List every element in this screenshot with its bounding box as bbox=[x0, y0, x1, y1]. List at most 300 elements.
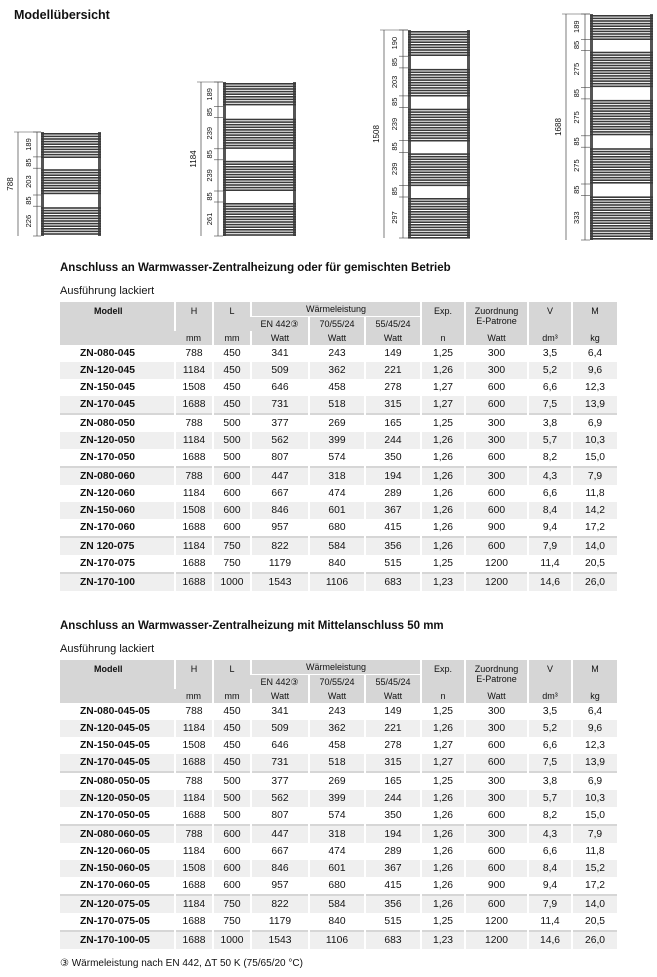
value-cell: 600 bbox=[213, 485, 251, 502]
radiator-bar bbox=[590, 134, 653, 136]
radiator-bar bbox=[590, 83, 653, 85]
radiator-bar bbox=[41, 138, 101, 140]
radiator-bar bbox=[408, 92, 470, 94]
radiator-bar bbox=[408, 156, 470, 158]
header-70-55-24: 70/55/24 bbox=[309, 675, 365, 690]
radiator-bar bbox=[408, 172, 470, 174]
model-cell: ZN-120-045-05 bbox=[60, 720, 175, 737]
radiator-bar bbox=[408, 201, 470, 203]
value-cell: 1508 bbox=[175, 737, 213, 754]
dimension-label: 203 bbox=[390, 75, 399, 89]
value-cell: 1688 bbox=[175, 519, 213, 537]
radiator-bar bbox=[590, 52, 653, 54]
model-cell: ZN-120-050 bbox=[60, 432, 175, 449]
table-row bbox=[60, 502, 617, 519]
radiator-bar bbox=[41, 174, 101, 176]
value-cell: 680 bbox=[309, 519, 365, 537]
model-cell: ZN-170-075 bbox=[60, 555, 175, 573]
table-row bbox=[60, 772, 617, 790]
value-cell: 788 bbox=[175, 414, 213, 432]
value-cell: 8,2 bbox=[528, 449, 572, 467]
value-cell: 562 bbox=[251, 790, 309, 807]
radiator-bar bbox=[408, 135, 470, 137]
radiator-bar bbox=[223, 124, 296, 126]
radiator-bar bbox=[41, 182, 101, 184]
value-cell: 300 bbox=[465, 790, 528, 807]
radiator-bar bbox=[408, 77, 470, 79]
model-cell: ZN-120-060 bbox=[60, 485, 175, 502]
unit-kg: kg bbox=[572, 331, 617, 345]
model-cell: ZN-170-100 bbox=[60, 573, 175, 591]
value-cell: 1000 bbox=[213, 931, 251, 949]
value-cell: 6,4 bbox=[572, 703, 617, 720]
value-cell: 6,6 bbox=[528, 737, 572, 754]
radiator-bar bbox=[408, 206, 470, 208]
radiator-bar bbox=[223, 145, 296, 147]
radiator-bar bbox=[590, 166, 653, 168]
model-cell: ZN-170-045-05 bbox=[60, 754, 175, 772]
radiator-bar bbox=[590, 20, 653, 22]
value-cell: 646 bbox=[251, 737, 309, 754]
value-cell: 846 bbox=[251, 860, 309, 877]
value-cell: 20,5 bbox=[572, 555, 617, 573]
table-row bbox=[60, 790, 617, 807]
value-cell: 600 bbox=[213, 877, 251, 895]
value-cell: 1,26 bbox=[421, 449, 465, 467]
value-cell: 1,26 bbox=[421, 843, 465, 860]
value-cell: 667 bbox=[251, 485, 309, 502]
value-cell: 377 bbox=[251, 414, 309, 432]
page-title: Modellübersicht bbox=[14, 8, 110, 22]
dimension-label: 85 bbox=[24, 196, 33, 205]
value-cell: 318 bbox=[309, 825, 365, 843]
dimension-label: 275 bbox=[572, 62, 581, 76]
radiator-bar bbox=[590, 62, 653, 64]
radiator-bar bbox=[590, 80, 653, 82]
radiator-bar bbox=[223, 121, 296, 123]
radiator-bar bbox=[408, 221, 470, 223]
radiator-bar bbox=[590, 86, 653, 88]
radiator-bar bbox=[590, 70, 653, 72]
dimension-label: 275 bbox=[572, 111, 581, 124]
radiator-bar bbox=[223, 169, 296, 171]
radiator-bar bbox=[223, 104, 296, 106]
dimension-label: 85 bbox=[390, 57, 399, 67]
model-cell: ZN-080-050-05 bbox=[60, 772, 175, 790]
unit-l: mm bbox=[213, 331, 251, 345]
radiator-bar bbox=[408, 177, 470, 179]
value-cell: 500 bbox=[213, 449, 251, 467]
value-cell: 9,6 bbox=[572, 362, 617, 379]
value-cell: 450 bbox=[213, 720, 251, 737]
radiator-bar bbox=[223, 211, 296, 213]
value-cell: 6,9 bbox=[572, 414, 617, 432]
unit-watt: Watt bbox=[251, 331, 309, 345]
dimension-label: 85 bbox=[24, 158, 33, 167]
radiator-bar bbox=[41, 187, 101, 189]
model-cell: ZN-170-060-05 bbox=[60, 877, 175, 895]
header-modell: Modell bbox=[60, 660, 175, 703]
radiator-bar bbox=[41, 185, 101, 187]
unit-h: mm bbox=[175, 331, 213, 345]
header-zuordnung: Zuordnung E-Patrone bbox=[465, 660, 528, 689]
value-cell: 1,26 bbox=[421, 860, 465, 877]
value-cell: 4,3 bbox=[528, 825, 572, 843]
radiator-bar bbox=[590, 153, 653, 155]
value-cell: 1688 bbox=[175, 913, 213, 931]
value-cell: 20,5 bbox=[572, 913, 617, 931]
header-waermeleistung: Wärmeleistung bbox=[251, 302, 421, 317]
model-cell: ZN-170-050-05 bbox=[60, 807, 175, 825]
radiator-bar bbox=[223, 174, 296, 176]
table-row bbox=[60, 362, 617, 379]
value-cell: 3,5 bbox=[528, 345, 572, 362]
value-cell: 680 bbox=[309, 877, 365, 895]
radiator-bar bbox=[223, 208, 296, 210]
value-cell: 788 bbox=[175, 703, 213, 720]
table-row bbox=[60, 379, 617, 396]
value-cell: 788 bbox=[175, 467, 213, 485]
radiator-bar bbox=[41, 223, 101, 225]
value-cell: 450 bbox=[213, 737, 251, 754]
radiator-bar bbox=[590, 212, 653, 214]
value-cell: 447 bbox=[251, 825, 309, 843]
model-cell: ZN-170-075-05 bbox=[60, 913, 175, 931]
radiator-bar bbox=[223, 99, 296, 101]
section-title: Anschluss an Warmwasser-Zentralheizung oder für gemischten Betrieb bbox=[60, 262, 451, 274]
radiator-bar bbox=[223, 203, 296, 205]
radiator-bar bbox=[408, 114, 470, 116]
value-cell: 1,26 bbox=[421, 502, 465, 519]
value-cell: 6,9 bbox=[572, 772, 617, 790]
header-l: L bbox=[213, 302, 251, 331]
value-cell: 14,0 bbox=[572, 537, 617, 555]
radiator-bar bbox=[590, 123, 653, 125]
value-cell: 458 bbox=[309, 737, 365, 754]
radiator-bar bbox=[408, 214, 470, 216]
value-cell: 900 bbox=[465, 519, 528, 537]
value-cell: 500 bbox=[213, 790, 251, 807]
dimension-label: 189 bbox=[205, 88, 214, 101]
table-row bbox=[60, 877, 617, 895]
unit-dm3: dm³ bbox=[528, 689, 572, 703]
radiator-bar bbox=[223, 182, 296, 184]
radiator-bar bbox=[590, 169, 653, 171]
value-cell: 518 bbox=[309, 396, 365, 414]
value-cell: 278 bbox=[365, 737, 421, 754]
value-cell: 300 bbox=[465, 703, 528, 720]
radiator-bar bbox=[590, 172, 653, 174]
radiator-bar bbox=[408, 47, 470, 49]
value-cell: 269 bbox=[309, 414, 365, 432]
model-cell: ZN-080-045-05 bbox=[60, 703, 175, 720]
radiator-bar bbox=[408, 179, 470, 181]
radiator-bar bbox=[41, 136, 101, 138]
value-cell: 1,26 bbox=[421, 720, 465, 737]
radiator-bar bbox=[408, 54, 470, 56]
value-cell: 600 bbox=[465, 396, 528, 414]
value-cell: 14,0 bbox=[572, 895, 617, 913]
value-cell: 1106 bbox=[309, 931, 365, 949]
value-cell: 289 bbox=[365, 485, 421, 502]
radiator-bar bbox=[590, 182, 653, 184]
radiator-bar bbox=[223, 226, 296, 228]
value-cell: 12,3 bbox=[572, 737, 617, 754]
value-cell: 957 bbox=[251, 877, 309, 895]
header-55-45-24: 55/45/24 bbox=[365, 317, 421, 332]
radiator-bar bbox=[590, 164, 653, 166]
radiator-bar bbox=[408, 234, 470, 236]
radiator-bar bbox=[41, 193, 101, 195]
value-cell: 1184 bbox=[175, 843, 213, 860]
value-cell: 447 bbox=[251, 467, 309, 485]
radiator-bar bbox=[223, 147, 296, 149]
total-height-label: 1184 bbox=[189, 150, 198, 168]
table-row bbox=[60, 555, 617, 573]
radiator-bar bbox=[408, 227, 470, 229]
radiator-bar bbox=[41, 212, 101, 214]
unit-n: n bbox=[421, 689, 465, 703]
radiator-bar bbox=[223, 83, 296, 85]
value-cell: 3,8 bbox=[528, 414, 572, 432]
value-cell: 600 bbox=[465, 895, 528, 913]
radiator-bar bbox=[408, 41, 470, 43]
radiator-bar bbox=[408, 140, 470, 142]
radiator-bar bbox=[223, 187, 296, 189]
value-cell: 1,26 bbox=[421, 825, 465, 843]
radiator-bar bbox=[590, 131, 653, 133]
radiator-bar bbox=[223, 234, 296, 236]
value-cell: 1,27 bbox=[421, 737, 465, 754]
table-row bbox=[60, 754, 617, 772]
value-cell: 244 bbox=[365, 432, 421, 449]
radiator-bar bbox=[408, 211, 470, 213]
value-cell: 600 bbox=[465, 537, 528, 555]
model-cell: ZN 120-075 bbox=[60, 537, 175, 555]
radiator-bar bbox=[408, 122, 470, 124]
radiator-bar bbox=[590, 54, 653, 56]
value-cell: 7,9 bbox=[528, 537, 572, 555]
value-cell: 900 bbox=[465, 877, 528, 895]
dimension-label: 239 bbox=[205, 169, 214, 182]
value-cell: 14,6 bbox=[528, 573, 572, 591]
table-row bbox=[60, 573, 617, 591]
radiator-bar bbox=[41, 228, 101, 230]
table-row bbox=[60, 432, 617, 449]
value-cell: 7,5 bbox=[528, 754, 572, 772]
dimension-label: 85 bbox=[572, 137, 581, 146]
dimension-label: 85 bbox=[390, 187, 399, 196]
value-cell: 10,3 bbox=[572, 432, 617, 449]
dimension-label: 226 bbox=[24, 214, 33, 228]
value-cell: 500 bbox=[213, 772, 251, 790]
value-cell: 846 bbox=[251, 502, 309, 519]
dimension-label: 261 bbox=[205, 212, 214, 226]
table-row bbox=[60, 825, 617, 843]
value-cell: 1543 bbox=[251, 573, 309, 591]
radiator-bar bbox=[590, 126, 653, 128]
model-cell: ZN-150-045-05 bbox=[60, 737, 175, 754]
radiator-bar bbox=[408, 117, 470, 119]
value-cell: 750 bbox=[213, 555, 251, 573]
value-cell: 399 bbox=[309, 790, 365, 807]
unit-watt: Watt bbox=[251, 689, 309, 703]
radiator-bar bbox=[590, 60, 653, 62]
model-cell: ZN-080-050 bbox=[60, 414, 175, 432]
radiator-bar bbox=[590, 18, 653, 20]
value-cell: 601 bbox=[309, 502, 365, 519]
value-cell: 1,26 bbox=[421, 519, 465, 537]
radiator-bar bbox=[408, 119, 470, 121]
dimension-label: 275 bbox=[572, 159, 581, 172]
value-cell: 11,4 bbox=[528, 913, 572, 931]
total-height-label: 1688 bbox=[554, 118, 563, 136]
value-cell: 8,4 bbox=[528, 502, 572, 519]
value-cell: 341 bbox=[251, 703, 309, 720]
value-cell: 14,6 bbox=[528, 931, 572, 949]
section-title: Anschluss an Warmwasser-Zentralheizung mit Mittelanschluss 50 mm bbox=[60, 620, 444, 632]
table-row bbox=[60, 449, 617, 467]
radiator-bar bbox=[41, 207, 101, 209]
value-cell: 149 bbox=[365, 345, 421, 362]
value-cell: 300 bbox=[465, 414, 528, 432]
value-cell: 14,2 bbox=[572, 502, 617, 519]
value-cell: 822 bbox=[251, 537, 309, 555]
value-cell: 165 bbox=[365, 414, 421, 432]
value-cell: 450 bbox=[213, 345, 251, 362]
model-cell: ZN-080-045 bbox=[60, 345, 175, 362]
value-cell: 574 bbox=[309, 449, 365, 467]
value-cell: 1,27 bbox=[421, 396, 465, 414]
value-cell: 1,23 bbox=[421, 931, 465, 949]
radiator-bar bbox=[41, 156, 101, 158]
dimension-label: 85 bbox=[572, 40, 581, 50]
model-cell: ZN-080-060 bbox=[60, 467, 175, 485]
value-cell: 26,0 bbox=[572, 573, 617, 591]
value-cell: 1,26 bbox=[421, 432, 465, 449]
value-cell: 600 bbox=[465, 754, 528, 772]
radiator-bar bbox=[408, 130, 470, 132]
table-row bbox=[60, 703, 617, 720]
value-cell: 600 bbox=[213, 467, 251, 485]
value-cell: 243 bbox=[309, 345, 365, 362]
radiator-model-diagram bbox=[0, 0, 657, 250]
value-cell: 1,27 bbox=[421, 754, 465, 772]
radiator-bar bbox=[223, 161, 296, 163]
value-cell: 1179 bbox=[251, 555, 309, 573]
radiator-bar bbox=[590, 238, 653, 240]
radiator-bar bbox=[590, 78, 653, 80]
value-cell: 415 bbox=[365, 877, 421, 895]
unit-dm3: dm³ bbox=[528, 331, 572, 345]
value-cell: 13,9 bbox=[572, 396, 617, 414]
value-cell: 350 bbox=[365, 807, 421, 825]
value-cell: 6,6 bbox=[528, 379, 572, 396]
value-cell: 11,4 bbox=[528, 555, 572, 573]
value-cell: 515 bbox=[365, 913, 421, 931]
radiator-bar bbox=[590, 103, 653, 105]
header-zuordnung: Zuordnung E-Patrone bbox=[465, 302, 528, 331]
radiator-bar bbox=[408, 185, 470, 187]
radiator-bar bbox=[408, 44, 470, 46]
radiator-bar bbox=[590, 196, 653, 198]
value-cell: 1688 bbox=[175, 396, 213, 414]
value-cell: 300 bbox=[465, 825, 528, 843]
radiator-bar bbox=[223, 91, 296, 93]
dimension-label: 239 bbox=[205, 126, 214, 140]
value-cell: 9,6 bbox=[572, 720, 617, 737]
value-cell: 788 bbox=[175, 825, 213, 843]
radiator-bar bbox=[223, 206, 296, 208]
value-cell: 474 bbox=[309, 485, 365, 502]
value-cell: 600 bbox=[465, 807, 528, 825]
value-cell: 562 bbox=[251, 432, 309, 449]
value-cell: 1184 bbox=[175, 485, 213, 502]
radiator-bar bbox=[223, 163, 296, 165]
value-cell: 3,5 bbox=[528, 703, 572, 720]
radiator-bar bbox=[408, 159, 470, 161]
radiator-bar bbox=[223, 142, 296, 144]
value-cell: 1184 bbox=[175, 895, 213, 913]
radiator-bar bbox=[590, 38, 653, 40]
dimension-label: 333 bbox=[572, 211, 581, 224]
radiator-bar bbox=[408, 153, 470, 155]
value-cell: 500 bbox=[213, 807, 251, 825]
value-cell: 318 bbox=[309, 467, 365, 485]
value-cell: 1184 bbox=[175, 790, 213, 807]
value-cell: 600 bbox=[213, 860, 251, 877]
header-m: M bbox=[572, 302, 617, 331]
value-cell: 1184 bbox=[175, 537, 213, 555]
value-cell: 367 bbox=[365, 502, 421, 519]
value-cell: 600 bbox=[213, 502, 251, 519]
value-cell: 9,4 bbox=[528, 877, 572, 895]
unit-kg: kg bbox=[572, 689, 617, 703]
radiator-bar bbox=[590, 209, 653, 211]
value-cell: 315 bbox=[365, 754, 421, 772]
table-row bbox=[60, 843, 617, 860]
radiator-bar bbox=[590, 110, 653, 112]
model-cell: ZN-150-045 bbox=[60, 379, 175, 396]
radiator-bar bbox=[408, 31, 470, 33]
value-cell: 600 bbox=[465, 860, 528, 877]
radiator-bar bbox=[590, 116, 653, 118]
radiator-bar bbox=[590, 230, 653, 232]
value-cell: 788 bbox=[175, 772, 213, 790]
value-cell: 9,4 bbox=[528, 519, 572, 537]
radiator-bar bbox=[590, 148, 653, 150]
dimension-label: 85 bbox=[390, 97, 399, 106]
table-row bbox=[60, 537, 617, 555]
value-cell: 1508 bbox=[175, 860, 213, 877]
radiator-bar bbox=[223, 96, 296, 98]
value-cell: 1688 bbox=[175, 449, 213, 467]
value-cell: 1200 bbox=[465, 913, 528, 931]
value-cell: 15,0 bbox=[572, 807, 617, 825]
radiator-bar bbox=[223, 166, 296, 168]
value-cell: 5,2 bbox=[528, 720, 572, 737]
value-cell: 1,26 bbox=[421, 877, 465, 895]
model-cell: ZN-170-045 bbox=[60, 396, 175, 414]
value-cell: 600 bbox=[213, 519, 251, 537]
radiator-bar bbox=[408, 74, 470, 76]
value-cell: 15,0 bbox=[572, 449, 617, 467]
radiator-bar bbox=[590, 199, 653, 201]
radiator-bar bbox=[408, 49, 470, 51]
radiator-bar bbox=[590, 25, 653, 27]
value-cell: 518 bbox=[309, 754, 365, 772]
value-cell: 1,26 bbox=[421, 485, 465, 502]
